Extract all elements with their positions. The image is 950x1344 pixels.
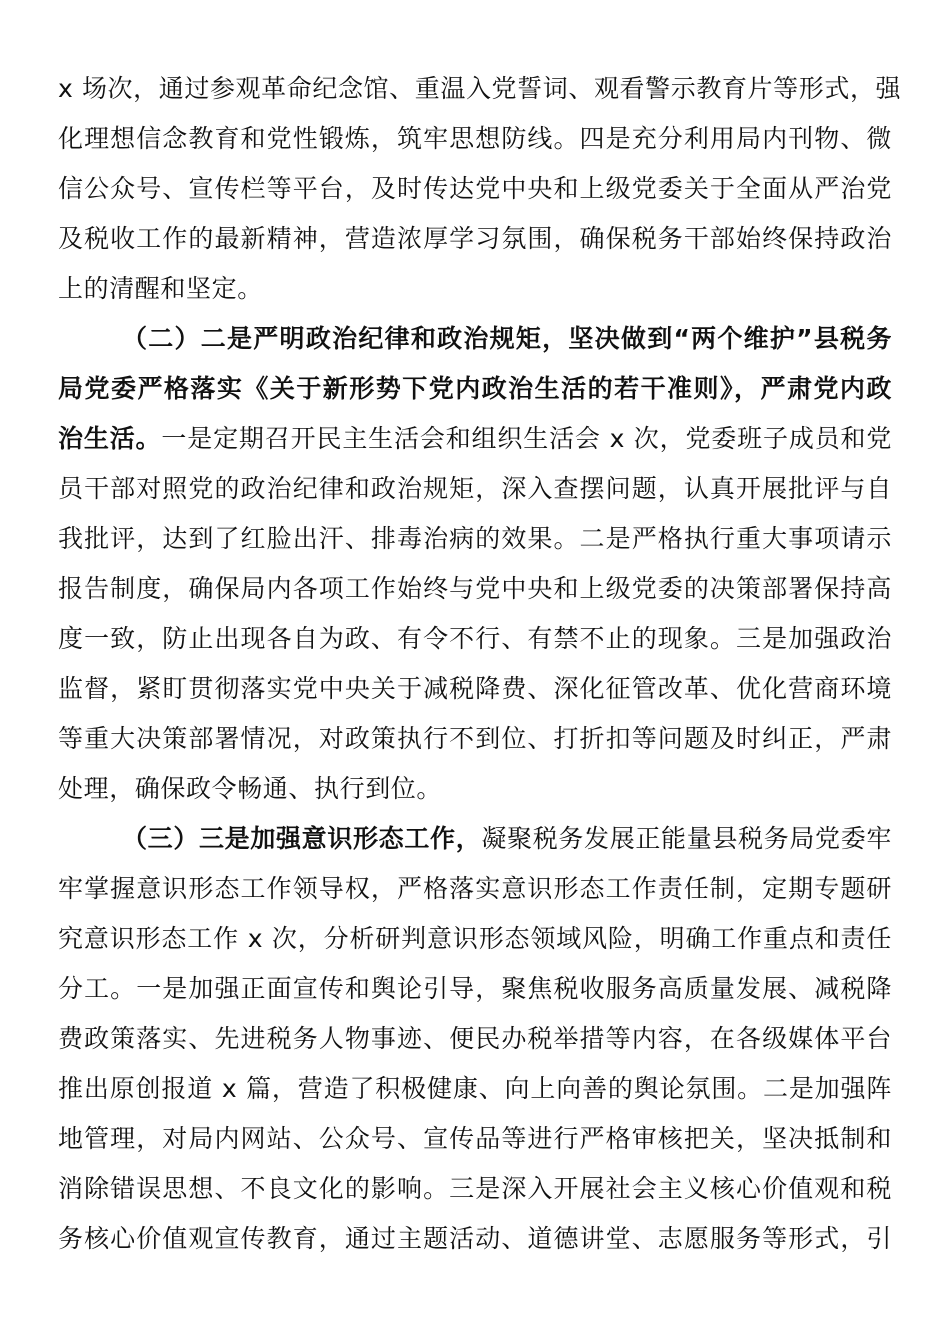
paragraph-section-3 (58, 814, 892, 1264)
text-line (58, 464, 892, 514)
line-text: 及税收工作的最新精神，营造浓厚学习氛围，确保税务干部始终保持政治 (58, 224, 892, 253)
text-line (58, 864, 892, 914)
text-line (58, 1064, 892, 1114)
text-line (58, 1164, 892, 1214)
line-text: 信公众号、宣传栏等平台，及时传达党中央和上级党委关于全面从严治党 (58, 174, 892, 203)
line-text: 牢掌握意识形态工作领导权，严格落实意识形态工作责任制，定期专题研 (58, 874, 892, 903)
line-text: 一是定期召开民主生活会和组织生活会 x 次，党委班子成员和党 (161, 424, 892, 453)
text-line (58, 1014, 892, 1064)
section-heading-line (58, 364, 892, 414)
paragraph-continued (58, 64, 902, 314)
text-line (58, 614, 892, 664)
line-text: 上的清醒和坚定。 (58, 274, 263, 303)
text-line (58, 164, 892, 214)
line-text: 报告制度，确保局内各项工作始终与党中央和上级党委的决策部署保持高 (58, 574, 892, 603)
text-line (58, 64, 902, 114)
line-text: 推出原创报道 x 篇，营造了积极健康、向上向善的舆论氛围。二是加强阵 (58, 1074, 892, 1103)
line-text: 员干部对照党的政治纪律和政治规矩，深入查摆问题，认真开展批评与自 (58, 474, 892, 503)
text-line (58, 1114, 892, 1164)
document-page (58, 64, 902, 1264)
text-line (58, 514, 892, 564)
line-text: 化理想信念教育和党性锻炼，筑牢思想防线。四是充分利用局内刊物、微 (58, 124, 892, 153)
text-line (58, 264, 892, 314)
text-line (58, 564, 892, 614)
section-heading-text: 治生活。 (58, 424, 162, 453)
text-line (58, 114, 892, 164)
line-text: 消除错误思想、不良文化的影响。三是深入开展社会主义核心价值观和税 (58, 1174, 892, 1203)
line-text: 处理，确保政令畅通、执行到位。 (58, 774, 443, 803)
line-text: 分工。一是加强正面宣传和舆论引导，聚焦税收服务高质量发展、减税降 (58, 974, 892, 1003)
line-text: 凝聚税务发展正能量县税务局党委牢 (481, 824, 892, 853)
line-text: x 场次，通过参观革命纪念馆、重温入党誓词、观看警示教育片等形式，强 (58, 74, 902, 103)
section-heading-line (58, 314, 892, 364)
text-line (58, 764, 892, 814)
text-line (58, 914, 892, 964)
paragraph-section-2 (58, 314, 892, 814)
section-heading-line (58, 814, 892, 864)
line-text: 监督，紧盯贯彻落实党中央关于减税降费、深化征管改革、优化营商环境 (58, 674, 892, 703)
text-line (58, 664, 892, 714)
line-text: 费政策落实、先进税务人物事迹、便民办税举措等内容，在各级媒体平台 (58, 1024, 892, 1053)
text-line (58, 714, 892, 764)
line-text: 务核心价值观宣传教育，通过主题活动、道德讲堂、志愿服务等形式，引 (58, 1224, 892, 1253)
section-heading-text: （三）三是加强意识形态工作， (122, 824, 482, 853)
section-heading-text: 局党委严格落实《关于新形势下党内政治生活的若干准则》，严肃党内政 (58, 374, 892, 403)
text-line (58, 1214, 892, 1264)
line-text: 我批评，达到了红脸出汗、排毒治病的效果。二是严格执行重大事项请示 (58, 524, 892, 553)
line-text: 地管理，对局内网站、公众号、宣传品等进行严格审核把关，坚决抵制和 (58, 1124, 892, 1153)
section-heading-text: （二）二是严明政治纪律和政治规矩，坚决做到“两个维护”县税务 (122, 324, 892, 353)
text-line (58, 964, 892, 1014)
line-text: 等重大决策部署情况，对政策执行不到位、打折扣等问题及时纠正，严肃 (58, 724, 892, 753)
line-text: 究意识形态工作 x 次，分析研判意识形态领域风险，明确工作重点和责任 (58, 924, 892, 953)
line-text: 度一致，防止出现各自为政、有令不行、有禁不止的现象。三是加强政治 (58, 624, 892, 653)
text-line (58, 414, 892, 464)
text-line (58, 214, 892, 264)
